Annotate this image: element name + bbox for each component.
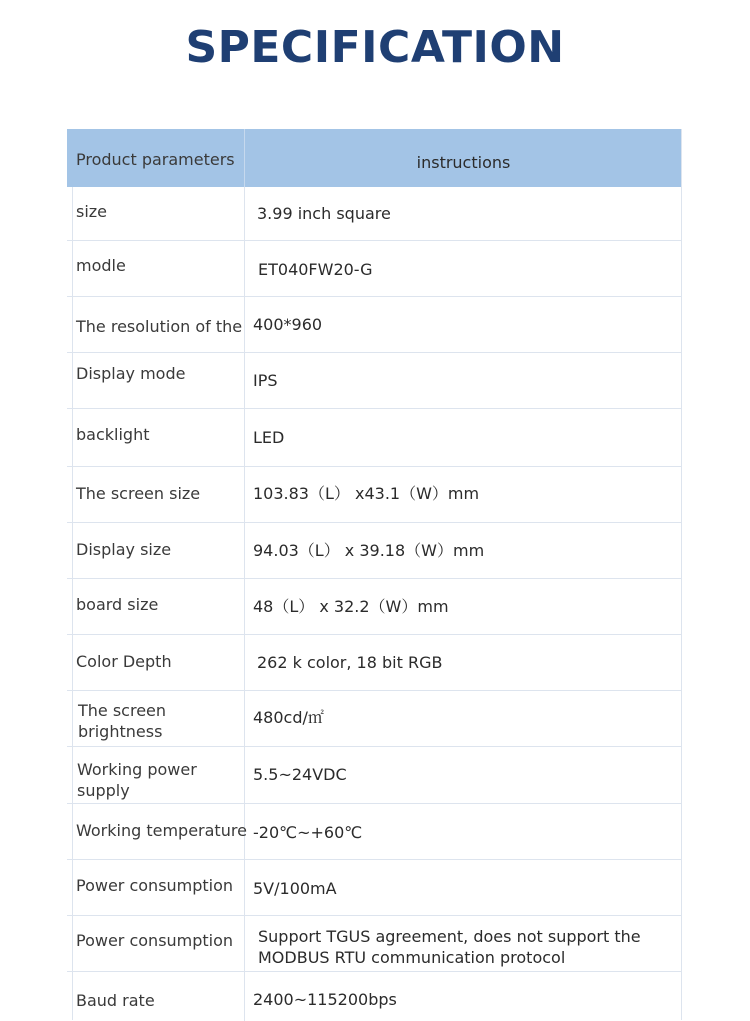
row-label: Working power supply [67, 747, 245, 803]
row-label: The resolution of the [67, 297, 245, 352]
row-value: IPS [253, 371, 278, 390]
table-row [67, 860, 682, 916]
table-row [67, 635, 682, 691]
row-label: Baud rate [67, 972, 245, 1021]
row-label: Color Depth [67, 635, 245, 690]
table-row [67, 804, 682, 860]
row-value: 400*960 [253, 315, 323, 334]
row-label: Power consumption [67, 916, 245, 971]
row-label: The screen size [67, 467, 245, 522]
table-row [67, 972, 682, 1021]
table-row [67, 467, 682, 523]
row-value: 103.83（L） x43.1（W）mm [253, 484, 480, 503]
table-row [67, 523, 682, 579]
spec-table [67, 129, 682, 1021]
table-right-border [681, 129, 682, 1020]
table-row [67, 579, 682, 635]
header-instructions: instructions [416, 153, 511, 172]
row-value: 2400~115200bps [253, 990, 397, 1009]
table-row [67, 747, 682, 804]
row-label: modle [67, 241, 245, 296]
row-label: Working temperature [67, 804, 245, 859]
table-row [67, 409, 682, 467]
row-value: 5V/100mA [253, 879, 337, 898]
row-label: size [67, 187, 245, 240]
table-header [67, 129, 682, 187]
row-label: Display size [67, 523, 245, 578]
row-value: 262 k color, 18 bit RGB [257, 653, 443, 672]
table-left-border [72, 187, 73, 1020]
row-value: Support TGUS agreement, does not support the MODBUS RTU communication protocol [258, 927, 641, 967]
table-row [67, 916, 682, 972]
row-value: 48（L） x 32.2（W）mm [253, 597, 449, 616]
table-row [67, 187, 682, 241]
table-row [67, 241, 682, 297]
row-label: backlight [67, 409, 245, 466]
row-label: Power consumption [67, 860, 245, 915]
table-row [67, 297, 682, 353]
row-label: The screen brightness [67, 691, 245, 746]
header-parameters: Product parameters [67, 129, 245, 187]
row-value: 94.03（L） x 39.18（W）mm [253, 541, 485, 560]
row-value: 5.5~24VDC [253, 765, 347, 784]
row-value: 3.99 inch square [257, 204, 391, 223]
row-value: ET040FW20-G [258, 260, 373, 279]
table-row [67, 691, 682, 747]
row-label: Display mode [67, 353, 245, 408]
row-value: 480cd/㎡ [253, 708, 324, 727]
row-value: -20℃~+60℃ [253, 823, 363, 842]
table-row [67, 353, 682, 409]
page-title: SPECIFICATION [185, 22, 565, 73]
row-label: board size [67, 579, 245, 634]
row-value: LED [253, 428, 285, 447]
